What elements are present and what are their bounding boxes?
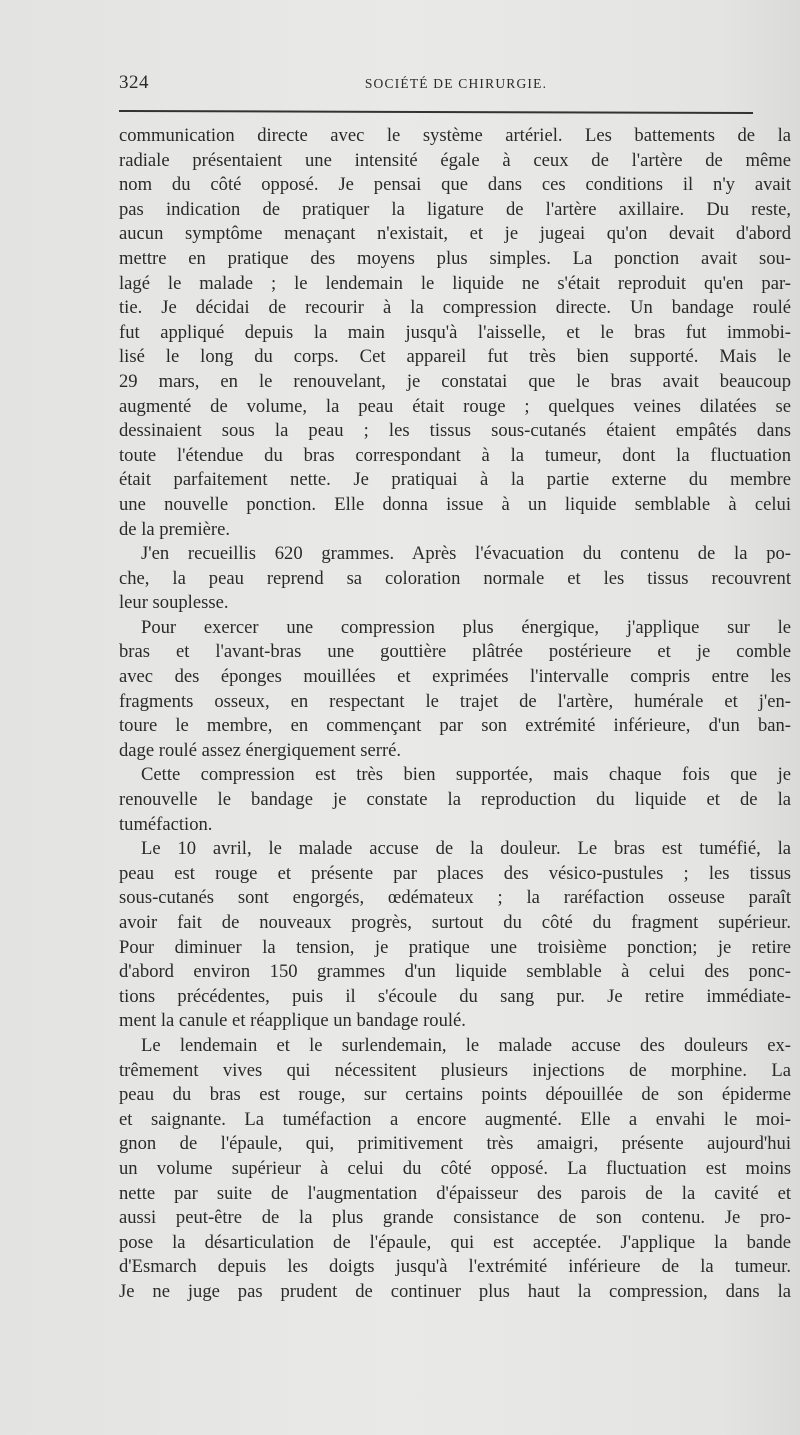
text-line: et saignante. La tuméfaction a encore augmenté. Elle a envahi le moi- [119, 1108, 791, 1130]
text-line: augmenté de volume, la peau était rouge ; quelques veines dilatées se [119, 395, 791, 417]
text-line: radiale présentaient une intensité égale à ceux de l'artère de même [119, 149, 791, 171]
text-line: bras et l'avant-bras une gouttière plâtrée postérieure et je comble [119, 641, 791, 663]
text-line: de la première. [119, 518, 230, 540]
text-line: leur souplesse. [119, 592, 229, 614]
text-line: aucun symptôme menaçant n'existait, et je jugeai qu'on devait d'abord [119, 223, 791, 245]
text-line: avec des éponges mouillées et exprimées l'intervalle compris entre les [119, 666, 791, 688]
running-title: SOCIÉTÉ DE CHIRURGIE. [364, 76, 548, 91]
text-line: trêmement vives qui nécessitent plusieurs injections de morphine. La [119, 1059, 791, 1081]
text-line: tie. Je décidai de recourir à la compression directe. Un bandage roulé [119, 297, 791, 319]
text-line: dessinaient sous la peau ; les tissus sous-cutanés étaient empâtés dans [119, 420, 791, 442]
text-line: sous-cutanés sont engorgés, œdémateux ; la raréfaction osseuse paraît [119, 887, 791, 909]
text-line: renouvelle le bandage je constate la reproduction du liquide et de la [119, 789, 791, 811]
text-line: 29 mars, en le renouvelant, je constatai que le bras avait beaucoup [119, 370, 791, 392]
text-line: dage roulé assez énergiquement serré. [119, 739, 402, 761]
text-line: Pour diminuer la tension, je pratique une troisième ponction; je retire [119, 936, 791, 958]
text-line: un volume supérieur à celui du côté opposé. La fluctuation est moins [119, 1157, 791, 1179]
text-line: Le lendemain et le surlendemain, le malade accuse des douleurs ex- [141, 1034, 791, 1056]
text-line: lisé le long du corps. Cet appareil fut très bien supporté. Mais le [119, 346, 791, 368]
text-line: toure le membre, en commençant par son extrémité inférieure, d'un ban- [119, 715, 791, 737]
text-line: pas indication de pratiquer la ligature de l'artère axillaire. Du reste, [119, 198, 791, 220]
text-line: communication directe avec le système artériel. Les battements de la [119, 125, 791, 146]
text-line: tions précédentes, puis il s'écoule du sang pur. Je retire immédiate- [119, 985, 791, 1007]
text-line: nom du côté opposé. Je pensai que dans ces conditions il n'y avait [119, 174, 791, 196]
text-line: che, la peau reprend sa coloration normale et les tissus recouvrent [119, 567, 791, 589]
body-text [119, 124, 799, 1305]
text-line: ment la canule et réapplique un bandage roulé. [119, 1010, 466, 1032]
text-line: lagé le malade ; le lendemain le liquide ne s'était reproduit qu'en par- [119, 272, 791, 294]
text-line: d'abord environ 150 grammes d'un liquide semblable à celui des ponc- [119, 961, 791, 983]
text-line: aussi peut-être de la plus grande consistance de son contenu. Je pro- [119, 1207, 791, 1229]
text-line: pose la désarticulation de l'épaule, qui est acceptée. J'applique la bande [119, 1231, 791, 1253]
header-rule [119, 110, 753, 114]
text-line: d'Esmarch depuis les doigts jusqu'à l'extrémité inférieure de la tumeur. [119, 1256, 791, 1278]
text-line: fut appliqué depuis la main jusqu'à l'aisselle, et le bras fut immobi- [119, 321, 791, 343]
text-line: Cette compression est très bien supportée, mais chaque fois que je [141, 764, 791, 786]
text-line: Je ne juge pas prudent de continuer plus haut la compression, dans la [119, 1280, 791, 1302]
text-line: nette par suite de l'augmentation d'épaisseur des parois de la cavité et [119, 1182, 791, 1204]
text-line: peau est rouge et présente par places des vésico-pustules ; les tissus [119, 862, 791, 884]
text-line: fragments osseux, en respectant le trajet de l'artère, humérale et j'en- [119, 690, 791, 712]
text-line: avoir fait de nouveaux progrès, surtout du côté du fragment supérieur. [119, 912, 791, 933]
text-line: toute l'étendue du bras correspondant à la tumeur, dont la fluctuation [119, 444, 791, 466]
text-line: une nouvelle ponction. Elle donna issue à un liquide semblable à celui [119, 493, 791, 515]
text-line: peau du bras est rouge, sur certains points dépouillée de son épiderme [119, 1084, 791, 1106]
text-line: Le 10 avril, le malade accuse de la douleur. Le bras est tuméfié, la [141, 838, 791, 860]
page-header [119, 72, 753, 96]
text-line: était parfaitement nette. Je pratiquai à la partie externe du membre [119, 469, 791, 491]
text-line: Pour exercer une compression plus énergique, j'applique sur le [141, 616, 791, 638]
text-line: J'en recueillis 620 grammes. Après l'évacuation du contenu de la po- [141, 543, 791, 565]
text-line: gnon de l'épaule, qui, primitivement très amaigri, présente aujourd'hui [119, 1133, 791, 1155]
text-line: tuméfaction. [119, 813, 213, 835]
page-number: 324 [119, 72, 149, 93]
text-line: mettre en pratique des moyens plus simples. La ponction avait sou- [119, 247, 791, 269]
